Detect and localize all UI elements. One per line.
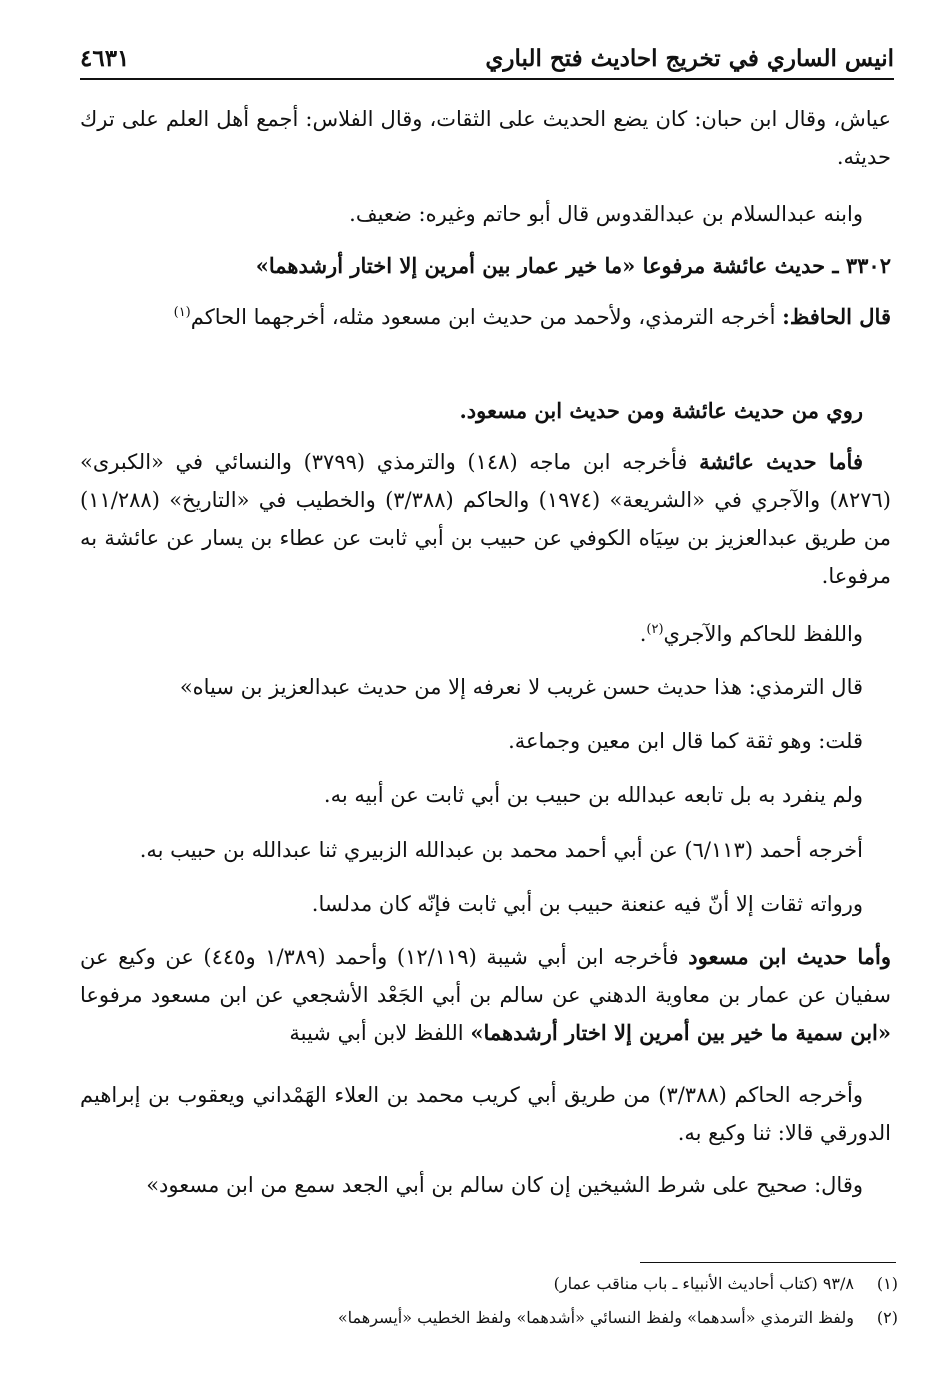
- book-title: انيس الساري في تخريج احاديث فتح الباري: [485, 44, 894, 72]
- footnote-ref-2: (٢): [646, 622, 664, 637]
- paragraph-hakim-text: وأخرجه الحاكم (٣/٣٨٨) من طريق أبي كريب محمد بن العلاء الهَمْداني ويعقوب بن إبراهيم الدورقي قالا: ثنا وكيع به.: [80, 1083, 891, 1145]
- paragraph-1-text: عياش، وقال ابن حبان: كان يضع الحديث على الثقات، وقال الفلاس: أجمع أهل العلم على ترك حديثه.: [80, 107, 891, 169]
- paragraph-qultu-text: قلت: وهو ثقة كما قال ابن معين وجماعة.: [508, 729, 863, 753]
- paragraph-hakim: [80, 1076, 891, 1152]
- footnote-1: [80, 1272, 898, 1296]
- paragraph-qultu: [80, 722, 891, 760]
- paragraph-followed: [80, 776, 891, 814]
- paragraph-1: [80, 100, 891, 176]
- page-number: ٤٦٣١: [80, 44, 130, 72]
- paragraph-hafiz: [80, 298, 891, 336]
- paragraph-aisha-text: فأخرجه ابن ماجه (١٤٨) والترمذي (٣٧٩٩) والنسائي في «الكبرى» (٨٢٧٦) والآجري في «الشريعة» (١٩٧٤) والحاكم (٣/٣٨٨) والخطيب في «التاريخ» (١١/٢٨٨) من طريق عبدالعزيز بن سِيَاه الكوفي عن حبيب بن أبي ثابت عن عطاء بن يسار عن عائشة به مرفوعا.: [80, 450, 891, 588]
- paragraph-wording-text: واللفظ للحاكم والآجري: [663, 622, 863, 646]
- paragraph-sources-text: روي من حديث عائشة ومن حديث ابن مسعود.: [459, 398, 863, 423]
- paragraph-wording: واللفظ للحاكم والآجري$^{(٢)}$.: [639, 622, 863, 646]
- paragraph-ahmad: [80, 831, 891, 869]
- running-header: [80, 38, 894, 80]
- footnote-1-text: ٩٣/٨ (كتاب أحاديث الأنبياء ـ باب مناقب عمار): [553, 1274, 854, 1293]
- paragraph-narrators-text: ورواته ثقات إلا أنّ فيه عنعنة حبيب بن أبي ثابت فإنّه كان مدلسا.: [311, 892, 863, 916]
- paragraph-followed-text: ولم ينفرد به بل تابعه عبدالله بن حبيب بن أبي ثابت عن أبيه به.: [323, 783, 863, 807]
- hadith-heading-text: ٣٣٠٢ ـ حديث عائشة مرفوعا «ما خير عمار بين أمرين إلا اختار أرشدهما»: [255, 253, 891, 278]
- paragraph-ahmad-text: أخرجه أحمد (٦/١١٣) عن أبي أحمد محمد بن عبدالله الزبيري ثنا عبدالله بن حبيب به.: [139, 838, 863, 862]
- paragraph-ibn-masud-text: فأخرجه ابن أبي شيبة (١٢/١١٩) وأحمد (١/٣٨٩ و٤٤٥) عن وكيع عن سفيان عن عمار بن معاوية الدهني عن سالم بن أبي الجَعْد الأشجعي عن ابن مسعود مرفوعا: [80, 945, 891, 1007]
- footnote-1-number: (١): [876, 1274, 898, 1293]
- paragraph-ibn-masud-tail: اللفظ لابن أبي شيبة: [289, 1021, 471, 1045]
- paragraph-2: [80, 195, 891, 233]
- footnote-2: [80, 1306, 898, 1330]
- paragraph-tirmidhi-text: قال الترمذي: هذا حديث حسن غريب لا نعرفه إلا من حديث عبدالعزيز بن سياه»: [179, 675, 863, 699]
- paragraph-ibn-masud: [80, 938, 891, 1052]
- paragraph-sahih: [80, 1166, 891, 1204]
- ibn-masud-label: وأما حديث ابن مسعود: [688, 944, 891, 969]
- paragraph-hafiz-text: أخرجه الترمذي، ولأحمد من حديث ابن مسعود مثله، أخرجهما الحاكم: [190, 305, 783, 329]
- footnote-separator: [640, 1262, 896, 1263]
- footnote-2-number: (٢): [876, 1308, 898, 1327]
- paragraph-2-text: وابنه عبدالسلام بن عبدالقدوس قال أبو حاتم وغيره: ضعيف.: [349, 202, 863, 226]
- footnote-2-text: ولفظ الترمذي «أسدهما» ولفظ النسائي «أشدهما» ولفظ الخطيب «أيسرهما»: [337, 1308, 854, 1327]
- paragraph-sources: [80, 392, 891, 430]
- paragraph-aisha: [80, 443, 891, 595]
- hafiz-label: قال الحافظ:: [782, 304, 891, 329]
- paragraph-sahih-text: وقال: صحيح على شرط الشيخين إن كان سالم بن أبي الجعد سمع من ابن مسعود»: [146, 1173, 863, 1197]
- paragraph-tirmidhi: [80, 668, 891, 706]
- aisha-label: فأما حديث عائشة: [699, 449, 863, 474]
- hadith-heading: [80, 247, 891, 285]
- paragraph-narrators: [80, 885, 891, 923]
- ibn-masud-quote: «ابن سمية ما خير بين أمرين إلا اختار أرشدهما»: [470, 1020, 891, 1045]
- footnote-ref-1: (١): [173, 305, 191, 320]
